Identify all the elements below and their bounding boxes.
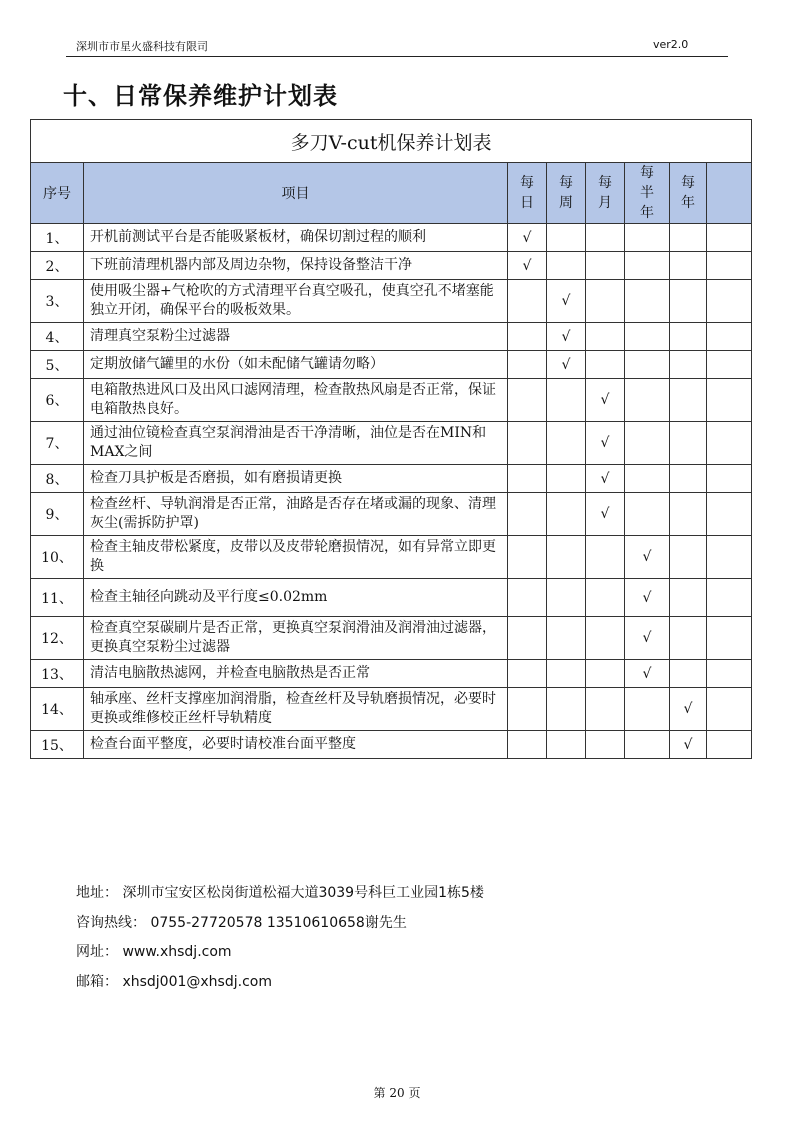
- row-number: 9、: [31, 493, 84, 536]
- empty-cell: [508, 536, 547, 579]
- row-item-text: 使用吸尘器+气枪吹的方式清理平台真空吸孔，使真空孔不堵塞能独立开闭，确保平台的吸板效果。: [84, 280, 508, 323]
- empty-cell: [707, 536, 752, 579]
- check-mark: √: [670, 731, 707, 759]
- empty-cell: [586, 617, 625, 660]
- empty-cell: [707, 224, 752, 252]
- empty-cell: [707, 379, 752, 422]
- empty-cell: [670, 252, 707, 280]
- company-name: 深圳市市星火盛科技有限司: [76, 40, 208, 53]
- empty-cell: [508, 688, 547, 731]
- row-number: 6、: [31, 379, 84, 422]
- check-mark: √: [586, 379, 625, 422]
- empty-cell: [625, 422, 670, 465]
- check-mark: √: [508, 224, 547, 252]
- empty-cell: [625, 379, 670, 422]
- empty-cell: [670, 617, 707, 660]
- row-item-text: 检查台面平整度，必要时请校准台面平整度: [84, 731, 508, 759]
- empty-cell: [508, 379, 547, 422]
- empty-cell: [586, 660, 625, 688]
- check-mark: √: [508, 252, 547, 280]
- table-row: [31, 688, 752, 731]
- empty-cell: [547, 617, 586, 660]
- empty-cell: [707, 579, 752, 617]
- empty-cell: [586, 579, 625, 617]
- empty-cell: [707, 323, 752, 351]
- version-label: ver2.0: [653, 38, 689, 51]
- empty-cell: [547, 536, 586, 579]
- row-number: 12、: [31, 617, 84, 660]
- empty-cell: [508, 617, 547, 660]
- empty-cell: [670, 536, 707, 579]
- row-number: 5、: [31, 351, 84, 379]
- empty-cell: [707, 422, 752, 465]
- empty-cell: [586, 688, 625, 731]
- empty-cell: [547, 660, 586, 688]
- table-row: [31, 224, 752, 252]
- row-item-text: 检查真空泵碳刷片是否正常，更换真空泵润滑油及润滑油过滤器，更换真空泵粉尘过滤器: [84, 617, 508, 660]
- row-number: 7、: [31, 422, 84, 465]
- empty-cell: [547, 465, 586, 493]
- empty-cell: [508, 579, 547, 617]
- check-mark: √: [625, 579, 670, 617]
- check-mark: √: [547, 280, 586, 323]
- empty-cell: [670, 323, 707, 351]
- empty-cell: [508, 465, 547, 493]
- empty-cell: [707, 280, 752, 323]
- table-row: [31, 579, 752, 617]
- row-item-text: 检查丝杆、导轨润滑是否正常，油路是否存在堵或漏的现象、清理灰尘(需拆防护罩): [84, 493, 508, 536]
- empty-cell: [547, 493, 586, 536]
- empty-cell: [508, 731, 547, 759]
- empty-cell: [586, 252, 625, 280]
- row-item-text: 开机前测试平台是否能吸紧板材，确保切割过程的顺利: [84, 224, 508, 252]
- empty-cell: [586, 351, 625, 379]
- column-header-index: 序号: [31, 163, 84, 224]
- table-row: [31, 323, 752, 351]
- empty-cell: [586, 323, 625, 351]
- website-line: 网址： www.xhsdj.com: [76, 944, 232, 960]
- table-row: [31, 379, 752, 422]
- empty-cell: [547, 579, 586, 617]
- column-header-char: 日: [520, 195, 534, 211]
- check-mark: √: [625, 536, 670, 579]
- empty-cell: [625, 323, 670, 351]
- empty-cell: [625, 224, 670, 252]
- empty-cell: [547, 731, 586, 759]
- row-item-text: 电箱散热进风口及出风口滤网清理，检查散热风扇是否正常，保证电箱散热良好。: [84, 379, 508, 422]
- empty-cell: [707, 660, 752, 688]
- empty-cell: [707, 465, 752, 493]
- row-item-text: 检查主轴径向跳动及平行度≤0.02mm: [84, 579, 508, 617]
- empty-cell: [586, 280, 625, 323]
- table-row: [31, 465, 752, 493]
- row-number: 11、: [31, 579, 84, 617]
- header-divider: [66, 56, 728, 57]
- column-header-char: 每: [559, 175, 573, 191]
- row-number: 14、: [31, 688, 84, 731]
- column-header-char: 每: [681, 175, 695, 191]
- table-row: [31, 351, 752, 379]
- empty-cell: [508, 660, 547, 688]
- maintenance-plan-table: [30, 119, 752, 759]
- empty-cell: [586, 224, 625, 252]
- column-header-item: 项目: [84, 163, 508, 224]
- row-item-text: 下班前清理机器内部及周边杂物，保持设备整洁干净: [84, 252, 508, 280]
- empty-cell: [586, 536, 625, 579]
- column-header-char: 年: [681, 195, 695, 211]
- row-item-text: 检查主轴皮带松紧度，皮带以及皮带轮磨损情况，如有异常立即更换: [84, 536, 508, 579]
- row-item-text: 清理真空泵粉尘过滤器: [84, 323, 508, 351]
- row-number: 13、: [31, 660, 84, 688]
- row-number: 10、: [31, 536, 84, 579]
- table-row: [31, 731, 752, 759]
- empty-cell: [707, 617, 752, 660]
- section-title: 十、日常保养维护计划表: [63, 82, 338, 110]
- empty-cell: [547, 422, 586, 465]
- check-mark: √: [625, 660, 670, 688]
- empty-cell: [508, 323, 547, 351]
- row-number: 15、: [31, 731, 84, 759]
- table-title: 多刀V-cut机保养计划表: [31, 120, 752, 163]
- column-header-weekly: [547, 163, 586, 224]
- row-item-text: 清洁电脑散热滤网，并检查电脑散热是否正常: [84, 660, 508, 688]
- empty-cell: [625, 493, 670, 536]
- empty-cell: [670, 422, 707, 465]
- empty-cell: [625, 688, 670, 731]
- column-header-yearly: [670, 163, 707, 224]
- empty-cell: [625, 252, 670, 280]
- empty-cell: [625, 351, 670, 379]
- column-header-daily: [508, 163, 547, 224]
- empty-cell: [707, 493, 752, 536]
- row-item-text: 检查刀具护板是否磨损，如有磨损请更换: [84, 465, 508, 493]
- row-number: 4、: [31, 323, 84, 351]
- empty-cell: [547, 688, 586, 731]
- column-header-char: 年: [640, 205, 654, 221]
- check-mark: √: [625, 617, 670, 660]
- row-item-text: 通过油位镜检查真空泵润滑油是否干净清晰，油位是否在MIN和MAX之间: [84, 422, 508, 465]
- empty-cell: [707, 688, 752, 731]
- check-mark: √: [547, 323, 586, 351]
- empty-cell: [625, 465, 670, 493]
- empty-cell: [625, 731, 670, 759]
- column-header-char: 每: [520, 175, 534, 191]
- column-header-blank: [707, 163, 752, 224]
- table-row: [31, 617, 752, 660]
- empty-cell: [547, 379, 586, 422]
- hotline-line: 咨询热线： 0755-27720578 13510610658谢先生: [76, 915, 407, 931]
- table-row: [31, 252, 752, 280]
- column-header-char: 周: [559, 195, 573, 211]
- table-row: [31, 422, 752, 465]
- empty-cell: [586, 731, 625, 759]
- table-row: [31, 280, 752, 323]
- empty-cell: [547, 252, 586, 280]
- empty-cell: [625, 280, 670, 323]
- email-line: 邮箱： xhsdj001@xhsdj.com: [76, 974, 272, 990]
- row-number: 2、: [31, 252, 84, 280]
- empty-cell: [670, 224, 707, 252]
- column-header-halfyear: [625, 163, 670, 224]
- empty-cell: [508, 351, 547, 379]
- empty-cell: [670, 493, 707, 536]
- table-row: [31, 536, 752, 579]
- empty-cell: [707, 731, 752, 759]
- empty-cell: [707, 351, 752, 379]
- empty-cell: [508, 422, 547, 465]
- check-mark: √: [586, 493, 625, 536]
- empty-cell: [707, 252, 752, 280]
- empty-cell: [670, 465, 707, 493]
- empty-cell: [670, 351, 707, 379]
- row-number: 1、: [31, 224, 84, 252]
- address-line: 地址： 深圳市宝安区松岗街道松福大道3039号科巨工业园1栋5楼: [76, 885, 484, 901]
- empty-cell: [670, 579, 707, 617]
- check-mark: √: [547, 351, 586, 379]
- empty-cell: [670, 280, 707, 323]
- column-header-char: 每: [598, 175, 612, 191]
- empty-cell: [670, 379, 707, 422]
- empty-cell: [670, 660, 707, 688]
- table-row: [31, 493, 752, 536]
- column-header-char: 半: [640, 185, 654, 201]
- row-number: 8、: [31, 465, 84, 493]
- empty-cell: [508, 493, 547, 536]
- empty-cell: [547, 224, 586, 252]
- check-mark: √: [670, 688, 707, 731]
- row-number: 3、: [31, 280, 84, 323]
- page-number: 第 20 页: [373, 1086, 421, 1100]
- check-mark: √: [586, 465, 625, 493]
- column-header-char: 每: [640, 165, 654, 181]
- column-header-monthly: [586, 163, 625, 224]
- column-header-char: 月: [598, 195, 612, 211]
- row-item-text: 轴承座、丝杆支撑座加润滑脂，检查丝杆及导轨磨损情况，必要时更换或维修校正丝杆导轨精度: [84, 688, 508, 731]
- empty-cell: [508, 280, 547, 323]
- check-mark: √: [586, 422, 625, 465]
- row-item-text: 定期放储气罐里的水份（如未配储气罐请勿略）: [84, 351, 508, 379]
- table-row: [31, 660, 752, 688]
